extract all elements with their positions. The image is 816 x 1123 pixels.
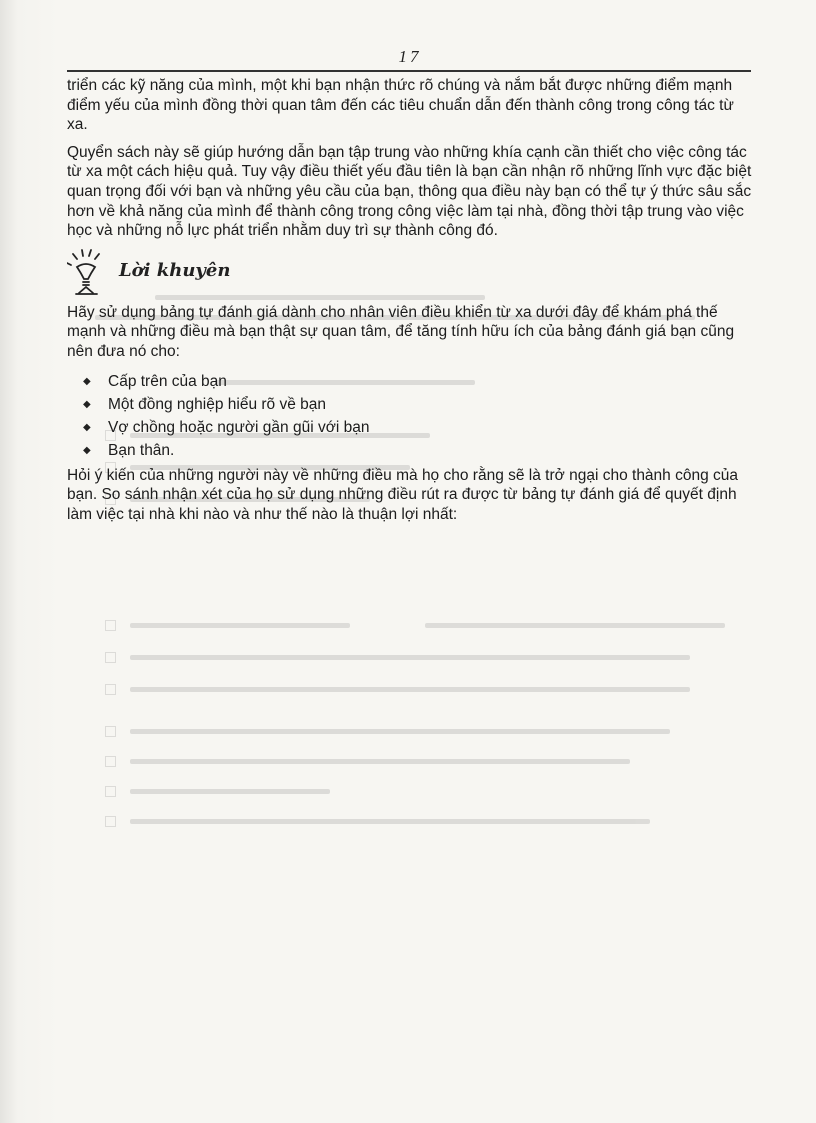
header-rule — [67, 70, 751, 72]
page-number: 17 — [398, 47, 422, 66]
list-item-text: Vợ chồng hoặc người gần gũi với bạn — [108, 418, 370, 436]
main-content — [67, 76, 757, 532]
diamond-bullet-icon: ◆ — [83, 444, 91, 456]
tip-closing: Hỏi ý kiến của những người này về những điều mà họ cho rằng sẽ là trở ngại cho thành công của bạn. So sánh nhận xét của họ sử dụng những điều rút ra được từ bảng tự đánh giá để quyết định làm việc tại nhà khi nào và như thế nào là thuận lợi nhất: — [67, 466, 739, 523]
list-item — [67, 416, 757, 439]
list-item — [67, 439, 757, 462]
tip-title: Lời khuyên — [119, 259, 231, 281]
list-item-text: Một đồng nghiệp hiểu rõ về bạn — [108, 395, 327, 413]
diamond-bullet-icon: ◆ — [83, 421, 91, 433]
list-item-text: Bạn thân. — [108, 441, 175, 459]
diamond-bullet-icon: ◆ — [83, 398, 91, 410]
tip-header — [67, 249, 757, 299]
tip-intro: Hãy sử dụng bảng tự đánh giá dành cho nhân viên điều khiển từ xa dưới đây để khám phá thế mạnh và những điều mà bạn thật sự quan tâm, để tăng tính hữu ích của bảng đánh giá bạn cũng nên đưa nó cho: — [67, 303, 735, 360]
paragraph-intro-continuation: triển các kỹ năng của mình, một khi bạn nhận thức rõ chúng và nắm bắt được những điểm mạnh điểm yếu của mình đồng thời quan tâm đến các tiêu chuẩn dẫn đến thành công trong công tác từ xa. — [67, 77, 734, 134]
list-item — [67, 393, 757, 416]
lightbulb-icon — [67, 249, 113, 305]
diamond-bullet-icon: ◆ — [83, 375, 91, 387]
list-item — [67, 370, 757, 393]
paragraph-book-purpose: Quyển sách này sẽ giúp hướng dẫn bạn tập trung vào những khía cạnh cần thiết cho việc công tác từ xa một cách hiệu quả. Tuy vậy điều thiết yếu đầu tiên là bạn cần nhận rõ những lĩnh vực đặc biệt quan trọng đối với bạn và những yêu cầu của bạn, thông qua điều này bạn có thể tự ý thức sâu sắc hơn về khả năng của mình để thành công trong công việc làm tại nhà, đồng thời tập trung vào việc học và những nỗ lực phát triển nhằm duy trì sự thành công đó. — [67, 143, 752, 240]
list-item-text: Cấp trên của bạn — [108, 372, 227, 390]
reviewer-list — [67, 370, 757, 462]
